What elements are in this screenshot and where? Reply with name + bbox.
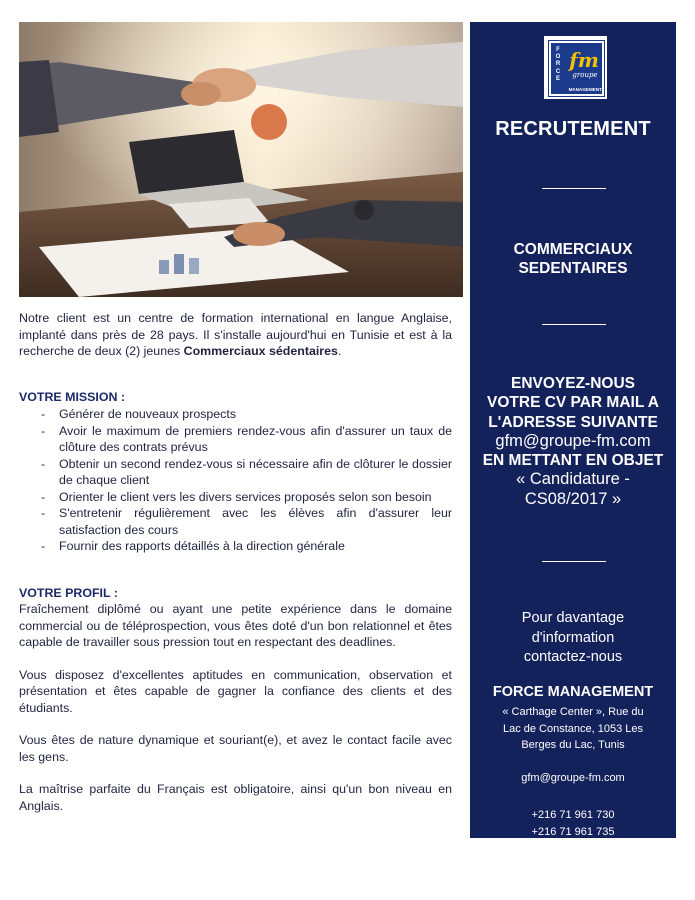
divider [542,561,606,562]
address-line: « Carthage Center », Rue du [502,706,644,718]
logo-side-text: F O R C E [555,47,561,82]
offer-description [19,310,452,814]
position-title [470,240,676,278]
intro-paragraph [19,310,452,360]
more-info-line: Pour davantage [521,610,625,626]
mission-heading: VOTRE MISSION : [19,389,126,404]
subject-line: « Candidature - [516,470,630,489]
profil-paragraph: La maîtrise parfaite du Français est obligatoire, ainsi qu'un bon niveau en Anglais. [19,782,452,813]
more-info-line: d'information [531,629,615,646]
application-email[interactable]: gfm@groupe-fm.com [495,431,651,450]
logo-groupe-text: groupe [572,71,598,79]
position-line: COMMERCIAUX [513,241,633,258]
mission-item: - Avoir le maximum de premiers rendez-vous afin d'assurer un taux de clôture des contrats prévus [19,423,452,456]
application-instructions [470,374,676,509]
intro-position-bold: Commerciaux sédentaires [183,344,338,358]
profil-heading: VOTRE PROFIL : [19,585,118,600]
profil-paragraph: Vous disposez d'excellentes aptitudes en communication, observation et présentation et êtes capable de gagner la confiance des clients et des étudiants. [19,667,452,715]
logo-monogram: fm [569,48,599,72]
instruction-line: EN METTANT EN OBJET [482,452,664,470]
phone-number[interactable]: +216 71 961 730 [531,809,615,821]
position-line: SEDENTAIRES [518,260,628,277]
instruction-line: VOTRE CV PAR MAIL A [487,394,659,412]
more-info-text [470,609,676,668]
contact-phones [470,807,676,840]
company-address [470,704,676,754]
divider [542,188,606,189]
mission-list [19,406,452,555]
intro-text: Notre client est un centre de formation international en langue Anglaise, implanté dans près de 28 pays. Il s'installe aujourd'hui en Tunisie et est à la recherche de deux (2) jeunes [19,311,452,358]
profil-paragraph: Fraîchement diplômé ou ayant une petite expérience dans le domaine commercial ou de téléprospection, vous êtes doté d'un bon relationnel et êtes capable de travailler sous pression tout en respectant des deadlines. [19,602,452,649]
divider [542,324,606,325]
instruction-line: L'ADRESSE SUIVANTE [488,413,658,431]
mission-item: - Orienter le client vers les divers services proposés selon son besoin [19,489,452,506]
handshake-photo [19,22,463,297]
phone-number[interactable]: +216 71 961 735 [531,825,615,838]
company-name: FORCE MANAGEMENT [492,684,654,700]
more-info-line: contactez-nous [523,649,623,665]
contact-panel [470,22,676,838]
logo-emblem [549,41,604,96]
recruitment-title: RECRUTEMENT [495,118,651,140]
subject-line: CS08/2017 » [524,489,622,508]
instruction-line: ENVOYEZ-NOUS [510,375,635,392]
mission-item: - Générer de nouveaux prospects [19,406,452,423]
intro-text-end: . [337,344,342,358]
address-line: Lac de Constance, 1053 Les [502,722,644,735]
mission-item: - S'entretenir régulièrement avec les élèves afin d'assurer leur satisfaction des cours [19,505,452,538]
mission-item: - Fournir des rapports détaillés à la direction générale [19,538,452,555]
profil-paragraph: Vous êtes de nature dynamique et souriant(e), et avez le contact facile avec les gens. [19,733,452,764]
address-line: Berges du Lac, Tunis [521,739,625,751]
mission-item: - Obtenir un second rendez-vous si nécessaire afin de clôturer le dossier de chaque client [19,456,452,489]
logo-bottom-text: MANAGEMENT [568,87,602,92]
company-logo [544,36,607,99]
contact-email[interactable]: gfm@groupe-fm.com [521,772,625,784]
handshake-illustration [19,22,463,297]
